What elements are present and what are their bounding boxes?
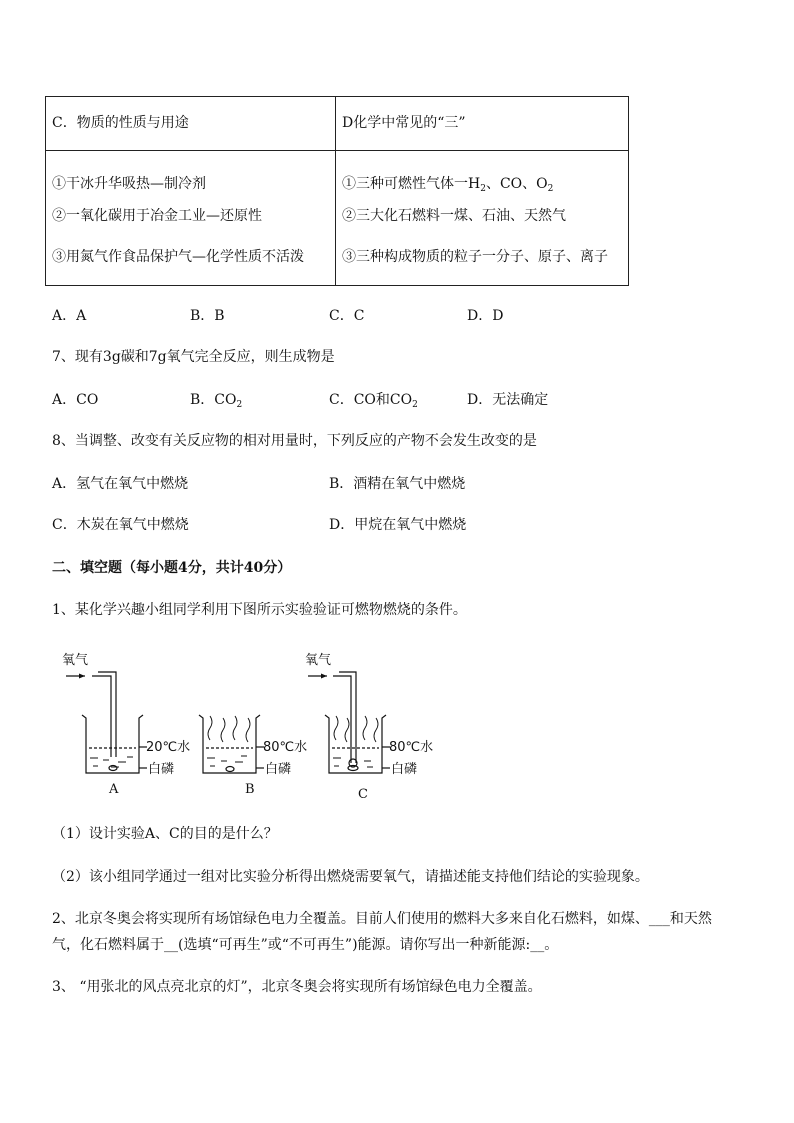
phosphorus-label-c: 白磷 xyxy=(391,762,418,777)
section-heading: 二、填空题（每小题4分，共计40分） xyxy=(52,560,292,576)
q6-option-d: D．D xyxy=(467,308,504,324)
q6-option-a: A．A xyxy=(52,308,87,324)
table-header-d: D化学中常见的“三” xyxy=(336,97,629,151)
f2-line1: 2、北京冬奥会将实现所有场馆绿色电力全覆盖。目前人们使用的燃料大多来自化石燃料，如煤、___和天然 xyxy=(52,911,712,927)
q8-stem: 8、当调整、改变有关反应物的相对用量时，下列反应的产物不会发生改变的是 xyxy=(52,433,537,449)
phosphorus-label-a: 白磷 xyxy=(148,762,175,777)
q8-option-a: A．氢气在氧气中燃烧 xyxy=(52,476,189,492)
table-cell-d xyxy=(336,151,629,286)
water-temp-label-c: 80℃水 xyxy=(389,740,434,755)
f2-line2: 气，化石燃料属于__(选填“可再生”或“不可再生”)能源。请你写出一种新能源:__。 xyxy=(52,937,559,953)
table-d-item: ①三种可燃性气体一$H_2$、CO、$O_2$ xyxy=(342,176,554,194)
water-temp-label-b: 80℃水 xyxy=(263,740,308,755)
q7-option-a: A．CO xyxy=(52,392,99,408)
q6-option-c: C．C xyxy=(329,308,365,324)
table-d-item: ③三种构成物质的粒子一分子、原子、离子 xyxy=(342,249,608,265)
f3-text: 3、 “用张北的风点亮北京的灯”，北京冬奥会将实现所有场馆绿色电力全覆盖。 xyxy=(52,979,542,995)
comparison-table xyxy=(45,96,629,286)
water-temp-label-a: 20℃水 xyxy=(146,740,191,755)
table-c-item: ②一氧化碳用于冶金工业—还原性 xyxy=(52,208,262,224)
figure-label-b: B xyxy=(245,782,255,797)
q8-option-c: C．木炭在氧气中燃烧 xyxy=(52,517,189,533)
table-d-item: ②三大化石燃料一煤、石油、天然气 xyxy=(342,208,566,224)
q7-stem: 7、现有3g碳和7g氧气完全反应，则生成物是 xyxy=(52,349,335,365)
q7-option-b: B．$CO_2$ xyxy=(190,392,243,410)
table-c-item: ③用氮气作食品保护气—化学性质不活泼 xyxy=(52,249,304,265)
f1-stem: 1、某化学兴趣小组同学利用下图所示实验验证可燃物燃烧的条件。 xyxy=(52,602,467,618)
table-c-item: ①干冰升华吸热—制冷剂 xyxy=(52,176,206,192)
f1-sub1: （1）设计实验A、C的目的是什么？ xyxy=(52,826,278,842)
figure-label-c: C xyxy=(358,787,368,802)
phosphorus-label-b: 白磷 xyxy=(265,762,292,777)
beaker-a xyxy=(62,653,190,797)
beaker-c xyxy=(305,653,433,802)
q8-option-b: B．酒精在氧气中燃烧 xyxy=(329,476,466,492)
oxygen-label-c: 氧气 xyxy=(305,653,332,668)
q7-option-c: C．CO和$CO_2$ xyxy=(329,392,418,410)
oxygen-label-a: 氧气 xyxy=(62,653,89,668)
figure-label-a: A xyxy=(109,782,119,797)
beaker-b xyxy=(199,715,307,797)
q8-option-d: D．甲烷在氧气中燃烧 xyxy=(329,517,467,533)
experiment-figure xyxy=(55,645,455,805)
table-header-c: C．物质的性质与用途 xyxy=(46,97,336,151)
f1-sub2: （2）该小组同学通过一组对比实验分析得出燃烧需要氧气，请描述能支持他们结论的实验现象。 xyxy=(52,869,649,885)
q6-option-b: B．B xyxy=(190,308,225,324)
table-cell-c xyxy=(46,151,336,286)
q7-option-d: D．无法确定 xyxy=(467,392,549,408)
